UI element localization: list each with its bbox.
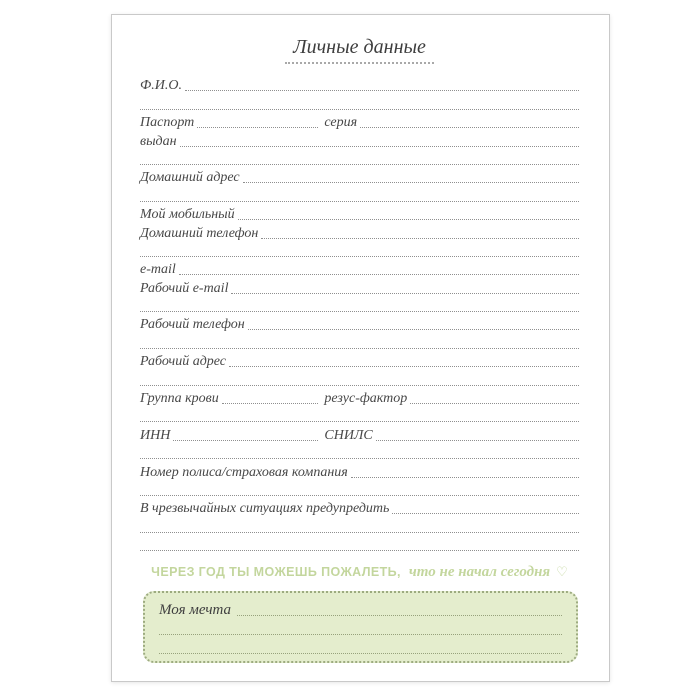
form-row-blank	[140, 150, 579, 168]
fill-in-line	[140, 109, 579, 110]
blood-type-segment	[140, 392, 324, 407]
field-label: Рабочий адрес	[140, 354, 227, 370]
field-label: Рабочий телефон	[140, 317, 245, 333]
field-label: резус-фактор	[324, 391, 408, 407]
fill-in-line	[159, 653, 562, 654]
fill-in-line	[197, 127, 318, 128]
page-title-wrap	[140, 35, 579, 69]
form-row-blank	[140, 536, 579, 554]
form-row-passport	[140, 113, 579, 131]
field-label: Домашний телефон	[140, 225, 259, 241]
fill-in-line	[140, 164, 579, 165]
fill-in-line	[238, 219, 579, 220]
form-row-work-phone	[140, 315, 579, 333]
field-label: Номер полиса/страховая компания	[140, 464, 348, 480]
field-label: серия	[324, 115, 358, 131]
fill-in-line	[140, 550, 579, 551]
fill-in-line	[231, 293, 579, 294]
page-title: Личные данные	[285, 35, 434, 64]
fill-in-line	[410, 403, 579, 404]
field-label: Группа крови	[140, 391, 219, 407]
form-row-blank	[140, 94, 579, 112]
fill-in-line	[237, 615, 562, 616]
motivation-quote	[140, 563, 579, 583]
form-row-email	[140, 260, 579, 278]
form-row-blank	[140, 481, 579, 499]
fill-in-line	[360, 127, 579, 128]
fill-in-line	[261, 238, 579, 239]
form-row-blank	[140, 186, 579, 204]
field-label: Паспорт	[140, 115, 195, 131]
fill-in-line	[159, 634, 562, 635]
field-label: ИНН	[140, 427, 171, 443]
fill-in-line	[185, 90, 579, 91]
fill-in-line	[140, 385, 579, 386]
passport-segment	[140, 116, 324, 131]
form-row-insurance	[140, 462, 579, 480]
field-label: Ф.И.О.	[140, 78, 182, 94]
form-row-blank	[140, 407, 579, 425]
form-row-blank	[140, 297, 579, 315]
form-rows	[140, 76, 579, 554]
motivation-script-text: что не начал сегодня	[408, 564, 551, 581]
fill-in-line	[140, 532, 579, 533]
inn-segment	[140, 429, 324, 444]
form-row-fio	[140, 76, 579, 94]
field-label: В чрезвычайных ситуациях предупредить	[140, 501, 390, 517]
field-label: выдан	[140, 133, 177, 149]
form-row-blank	[140, 517, 579, 535]
form-row-blank	[140, 444, 579, 462]
form-row-work-email	[140, 278, 579, 296]
fill-in-line	[222, 403, 319, 404]
motivation-caps-text: ЧЕРЕЗ ГОД ТЫ МОЖЕШЬ ПОЖАЛЕТЬ,	[151, 565, 401, 580]
form-row-mobile	[140, 205, 579, 223]
planner-page	[111, 14, 610, 682]
form-row-emergency	[140, 499, 579, 517]
fill-in-line	[140, 311, 579, 312]
form-row-home-phone	[140, 223, 579, 241]
form-row-blank	[140, 370, 579, 388]
fill-in-line	[140, 256, 579, 257]
fill-in-line	[140, 421, 579, 422]
form-row-blank	[140, 333, 579, 351]
dream-label-row	[159, 600, 562, 619]
fill-in-line	[376, 440, 579, 441]
form-row-issued	[140, 131, 579, 149]
field-label: e-mail	[140, 262, 176, 278]
dream-blank-row	[159, 638, 562, 657]
field-label: Мой мобильный	[140, 207, 235, 223]
fill-in-line	[173, 440, 318, 441]
fill-in-line	[180, 146, 579, 147]
fill-in-line	[229, 366, 579, 367]
fill-in-line	[140, 495, 579, 496]
dream-blank-row	[159, 619, 562, 638]
fill-in-line	[248, 329, 579, 330]
fill-in-line	[179, 274, 579, 275]
dream-box	[143, 591, 578, 663]
form-row-work-address	[140, 352, 579, 370]
field-label: Домашний адрес	[140, 170, 240, 186]
form-row-blood-type	[140, 389, 579, 407]
fill-in-line	[392, 513, 579, 514]
form-row-home-address	[140, 168, 579, 186]
fill-in-line	[140, 458, 579, 459]
field-label: СНИЛС	[324, 427, 373, 443]
field-label: Рабочий e-mail	[140, 280, 229, 296]
form-row-blank	[140, 242, 579, 260]
form-row-inn-snils	[140, 425, 579, 443]
fill-in-line	[351, 477, 579, 478]
heart-icon: ♡	[556, 565, 568, 581]
fill-in-line	[140, 348, 579, 349]
fill-in-line	[140, 201, 579, 202]
fill-in-line	[243, 182, 579, 183]
dream-label: Моя мечта	[159, 602, 232, 619]
